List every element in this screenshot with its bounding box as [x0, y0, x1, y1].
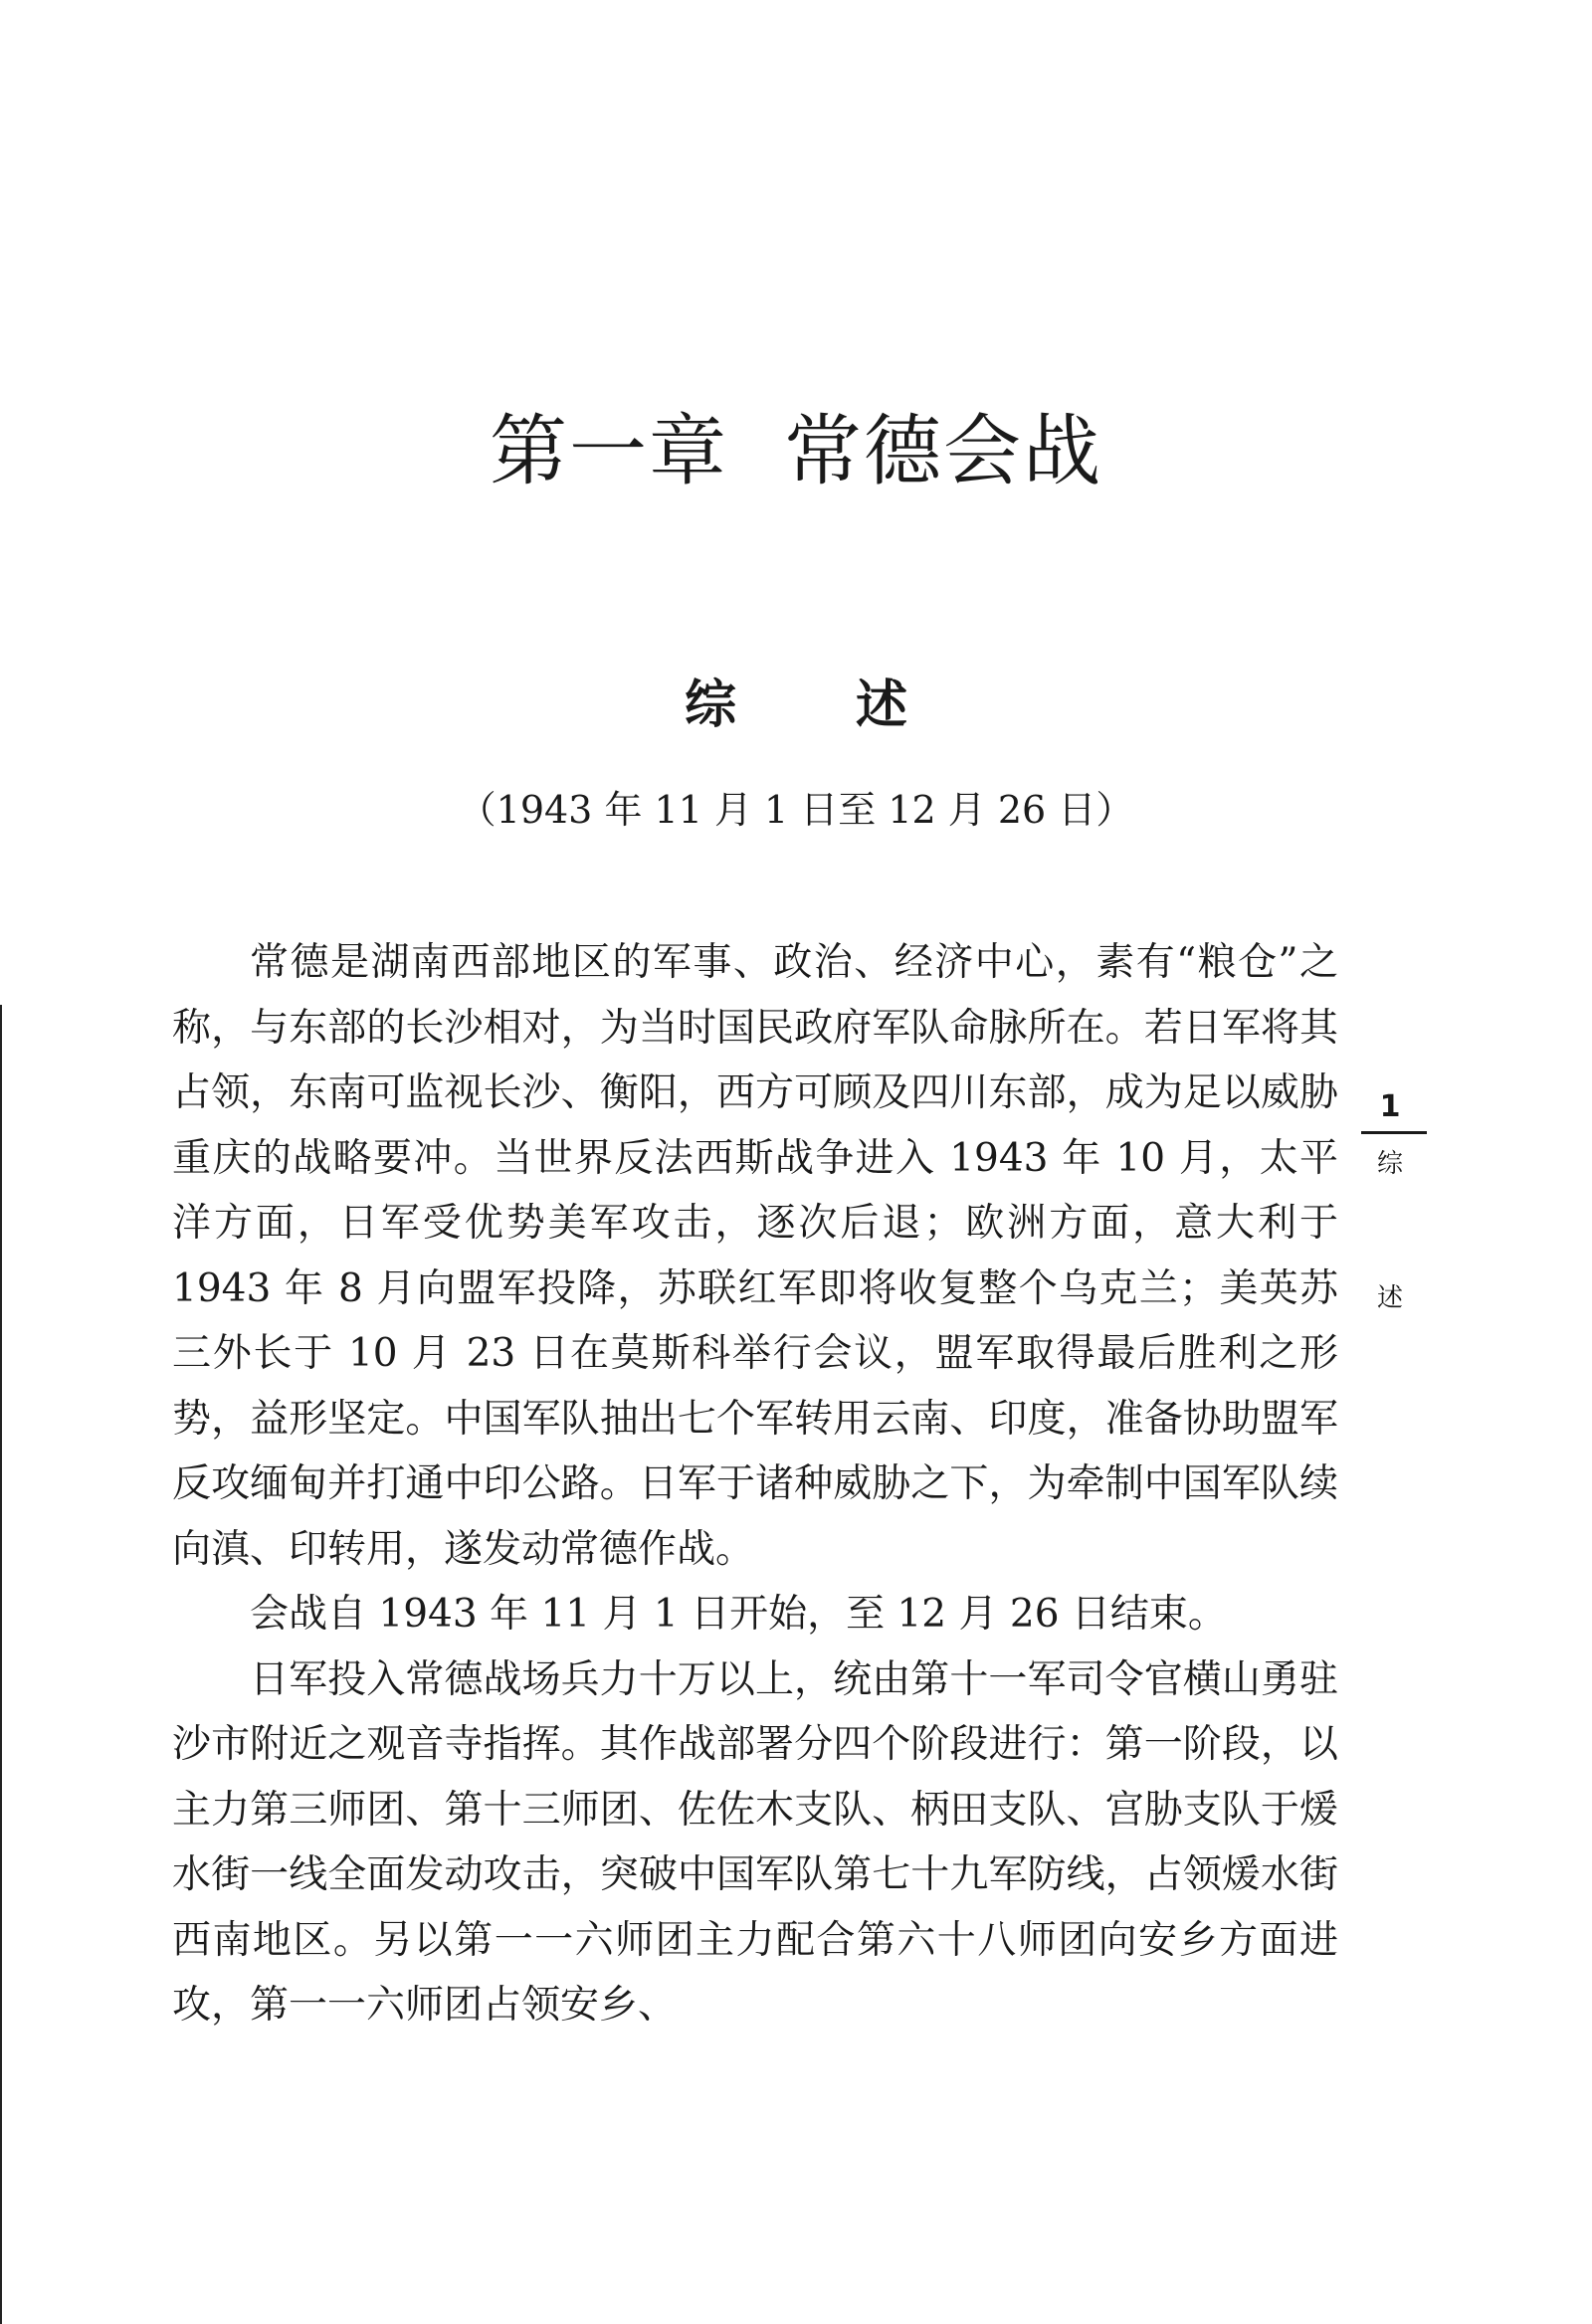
section-date-range: （1943 年 11 月 1 日至 12 月 26 日）: [458, 788, 1134, 832]
margin-rule: [1361, 1131, 1427, 1134]
chapter-number: 第一章: [489, 407, 728, 496]
running-head-char-2: 述: [1376, 1283, 1403, 1313]
chapter-name: 常德会战: [784, 407, 1103, 496]
body-text: [172, 930, 1338, 2038]
chapter-title: [0, 407, 1592, 496]
page-number: 1: [1379, 1089, 1401, 1124]
section-title: [0, 676, 1592, 735]
running-head-char-1: 综: [1376, 1149, 1403, 1179]
section-title-char-2: 述: [856, 676, 908, 735]
paragraph: 会战自 1943 年 11 月 1 日开始，至 12 月 26 日结束。: [250, 1592, 1227, 1637]
paragraph: 常德是湖南西部地区的军事、政治、经济中心，素有“粮仓”之称，与东部的长沙相对，为当时国民政府军队命脉所在。若日军将其占领，东南可监视长沙、衡阳，西方可顾及四川东部，成为足以威胁重庆的战略要冲。当世界反法西斯战争进入 1943 年 10 月，太平洋方面，日军受优势美军攻击，逐次后退；欧洲方面，意大利于 1943 年 8 月向盟军投降，苏联红军即将收复整个乌克兰；美英苏三外长于 10 月 23 日在莫斯科举行会议，盟军取得最后胜利之形势，益形坚定。中国军队抽出七个军转用云南、印度，准备协助盟军反攻缅甸并打通中印公路。日军于诸种威胁之下，为牵制中国军队续向滇、印转用，遂发动常德作战。: [172, 940, 1338, 1572]
paragraph: 日军投入常德战场兵力十万以上，统由第十一军司令官横山勇驻沙市附近之观音寺指挥。其作战部署分四个阶段进行：第一阶段，以主力第三师团、第十三师团、佐佐木支队、柄田支队、宫胁支队于煖水街一线全面发动攻击，突破中国军队第七十九军防线，占领煖水街西南地区。另以第一一六师团主力配合第六十八师团向安乡方面进攻，第一一六师团占领安乡、: [172, 1656, 1338, 2028]
section-title-char-1: 综: [684, 676, 736, 735]
left-edge-rule: [0, 1005, 2, 2324]
